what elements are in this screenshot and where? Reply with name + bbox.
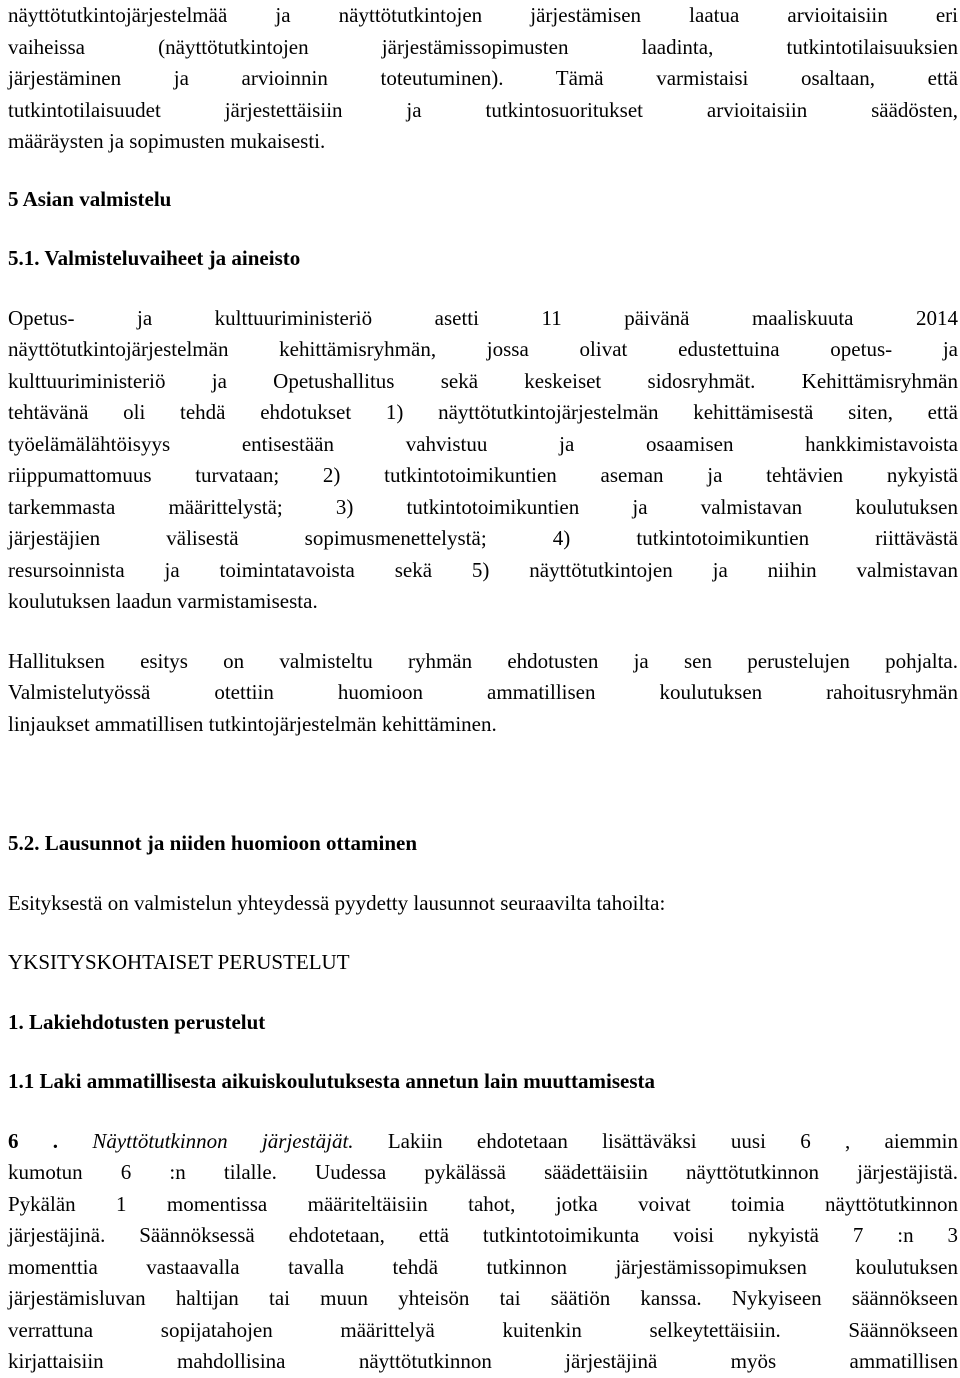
- section-5-1-paragraph-1: [8, 303, 958, 618]
- text-line: järjestäjien välisestä sopimusmenettelystä; 4) tutkintotoimikuntien riittävästä: [8, 526, 958, 550]
- text-line: kulttuuriministeriö ja Opetushallitus sekä keskeiset sidosryhmät. Kehittämisryhmän: [8, 368, 958, 393]
- text-line: linjaukset ammatillisen tutkintojärjestelmän kehittäminen.: [8, 711, 497, 736]
- text-line: tarkemmasta määrittelystä; 3) tutkintotoimikuntien ja valmistavan koulutuksen: [8, 494, 958, 519]
- document-page: [8, 0, 958, 1378]
- text-segment: Lakiin ehdotetaan lisättäväksi uusi 6 , aiemmin: [353, 1128, 959, 1153]
- text-line: näyttötutkintojärjestelmää ja näyttötutkintojen järjestämisen laatua arvioitaisiin eri: [8, 3, 958, 27]
- text-line: riippumattomuus turvataan; 2) tutkintotoimikuntien aseman ja tehtävien nykyistä: [8, 463, 958, 487]
- paragraph-title: Näyttötutkinnon järjestäjät.: [92, 1128, 354, 1153]
- section-5-2-text: Esityksestä on valmistelun yhteydessä pyydetty lausunnot seuraavilta tahoilta:: [8, 890, 666, 915]
- text-line: järjestämisluvan haltijan tai muun yhteisön tai säätiön kanssa. Nykyiseen säännökseen: [8, 1286, 958, 1310]
- section-5-heading: 5 Asian valmistelu: [8, 186, 172, 211]
- section-1-1-heading: 1.1 Laki ammatillisesta aikuiskoulutuksesta annetun lain muuttamisesta: [8, 1069, 656, 1093]
- paragraph-6-section: [8, 1126, 958, 1378]
- text-line: resursoinnista ja toimintatavoista sekä 5) näyttötutkintojen ja niihin valmistavan: [8, 557, 958, 582]
- paragraph-dot: .: [52, 1128, 59, 1153]
- text-line: järjestäjinä. Säännöksessä ehdotetaan, että tutkintotoimikunta voisi nykyistä 7 :n 3: [8, 1223, 958, 1247]
- text-line: Opetus- ja kulttuuriministeriö asetti 11 päivänä maaliskuuta 2014: [8, 305, 958, 330]
- text-line: määräysten ja sopimusten mukaisesti.: [8, 129, 326, 153]
- text-line: kirjattaisiin mahdollisina näyttötutkinnon järjestäjinä myös ammatillisen: [8, 1349, 958, 1373]
- section-5-2-heading: 5.2. Lausunnot ja niiden huomioon ottaminen: [8, 831, 418, 855]
- text-line: näyttötutkintojärjestelmän kehittämisryhmän, jossa olivat edustettuina opetus- ja: [8, 337, 958, 361]
- detailed-reasoning-heading: YKSITYSKOHTAISET PERUSTELUT: [8, 950, 350, 974]
- text-line: tutkintotilaisuudet järjestettäisiin ja tutkintosuoritukset arvioitaisiin säädösten,: [8, 97, 958, 122]
- intro-paragraph: [8, 0, 958, 158]
- paragraph-6-first-line: [8, 1126, 958, 1158]
- text-line: tehtävänä oli tehdä ehdotukset 1) näyttötutkintojärjestelmän kehittämisestä siten, että: [8, 400, 958, 424]
- text-line: kumotun 6 :n tilalle. Uudessa pykälässä säädettäisiin näyttötutkinnon järjestäjistä.: [8, 1160, 958, 1184]
- text-line: koulutuksen laadun varmistamisesta.: [8, 589, 318, 613]
- text-line: verrattuna sopijatahojen määrittelyä kuitenkin selkeytettäisiin. Säännökseen: [8, 1317, 958, 1342]
- text-line: Pykälän 1 momentissa määriteltäisiin tahot, jotka voivat toimia näyttötutkinnon: [8, 1191, 958, 1216]
- section-5-1-heading: 5.1. Valmisteluvaiheet ja aineisto: [8, 246, 301, 270]
- paragraph-number: 6: [8, 1128, 19, 1153]
- section-5-1-paragraph-2: [8, 646, 958, 741]
- section-1-heading: 1. Lakiehdotusten perustelut: [8, 1009, 266, 1034]
- text-line: työelämälähtöisyys entisestään vahvistuu ja osaamisen hankkimistavoista: [8, 431, 958, 456]
- text-line: vaiheissa (näyttötutkintojen järjestämissopimusten laadinta, tutkintotilaisuuksien: [8, 34, 958, 59]
- text-line: Hallituksen esitys on valmisteltu ryhmän ehdotusten ja sen perustelujen pohjalta.: [8, 648, 958, 673]
- text-line: momenttia vastaavalla tavalla tehdä tutkinnon järjestämissopimuksen koulutuksen: [8, 1254, 958, 1279]
- text-line: järjestäminen ja arvioinnin toteutuminen). Tämä varmistaisi osaltaan, että: [8, 66, 958, 90]
- text-line: Valmistelutyössä otettiin huomioon ammatillisen koulutuksen rahoitusryhmän: [8, 680, 958, 704]
